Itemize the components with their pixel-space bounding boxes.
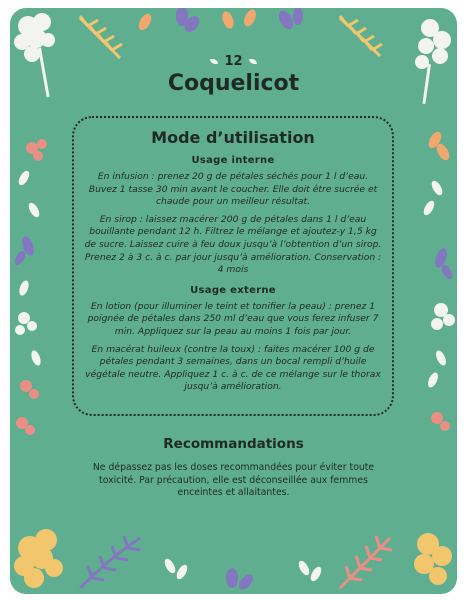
purple-fern-icon xyxy=(80,536,140,588)
card-title: Coquelicot xyxy=(167,71,300,96)
usage-title: Mode d’utilisation xyxy=(151,128,315,147)
orange-bloom-icon xyxy=(14,529,63,588)
left-floral-border xyxy=(10,118,70,448)
purple-leaf-icon xyxy=(13,235,37,267)
orange-bloom-icon xyxy=(414,533,452,585)
white-leaf-icon xyxy=(17,169,43,367)
card-number: 12 xyxy=(224,54,243,69)
usage-box xyxy=(72,116,394,416)
macerat-paragraph: En macérat huileux (contre la toux) : faites macérer 100 g de pétales pendant 3 semaines, dans un bocal rempli d’huile végétale neutre. Appliquez 1 c. à c. de ce mélange sur le thorax jusqu’à amélioration. xyxy=(85,343,381,393)
infusion-paragraph: En infusion : prenez 20 g de pétales séchés pour 1 l d’eau. Buvez 1 tasse 30 min avant le coucher. Elle doit être sucrée et chaude pour un meilleur résultat. xyxy=(88,171,378,208)
external-use-heading: Usage externe xyxy=(190,284,276,296)
pink-flower-icon xyxy=(431,412,450,431)
white-flower-icon xyxy=(431,303,455,330)
lotion-paragraph: En lotion (pour illuminer le teint et tonifier la peau) : prenez 1 poignée de pétales dans 250 ml d’eau que vous ferez infuser 7 min. Appliquez sur la peau au moins 1 fois par jour. xyxy=(87,300,379,337)
white-leaf-icon xyxy=(422,179,448,389)
white-flower-icon xyxy=(15,312,37,335)
right-floral-border xyxy=(397,118,457,448)
internal-use-heading: Usage interne xyxy=(191,155,275,166)
leaf-icon xyxy=(249,59,257,64)
yellow-fern-icon xyxy=(80,16,122,58)
leaf-icon xyxy=(210,59,218,64)
card-header xyxy=(10,54,457,96)
recipe-card xyxy=(10,8,457,594)
purple-leaf-icon xyxy=(433,247,455,281)
orange-leaf-icon xyxy=(426,130,452,163)
pink-fern-icon xyxy=(340,536,392,588)
sirop-paragraph: En sirop : laissez macérer 200 g de pétales dans 1 l d’eau bouillante pendant 12 h. Filtrez le mélange et ajoutez-y 1,5 kg de sucre. Laissez cuire à feu doux jusqu’à l’obtention d’un sirop. Prenez 2 à 3 c. à c. par jour jusqu’à amélioration. Conservation : 4 mois xyxy=(84,213,382,276)
purple-leaf-icon xyxy=(176,8,303,35)
recommendations-text: Ne dépassez pas les doses recommandées pour éviter toute toxicité. Par précaution, elle est déconseillée aux femmes enceintes et allaitantes. xyxy=(92,462,375,499)
card-number-row xyxy=(10,54,457,69)
yellow-fern-icon xyxy=(340,16,382,56)
purple-leaf-icon xyxy=(226,568,256,592)
recommendations-title: Recommandations xyxy=(163,436,304,452)
